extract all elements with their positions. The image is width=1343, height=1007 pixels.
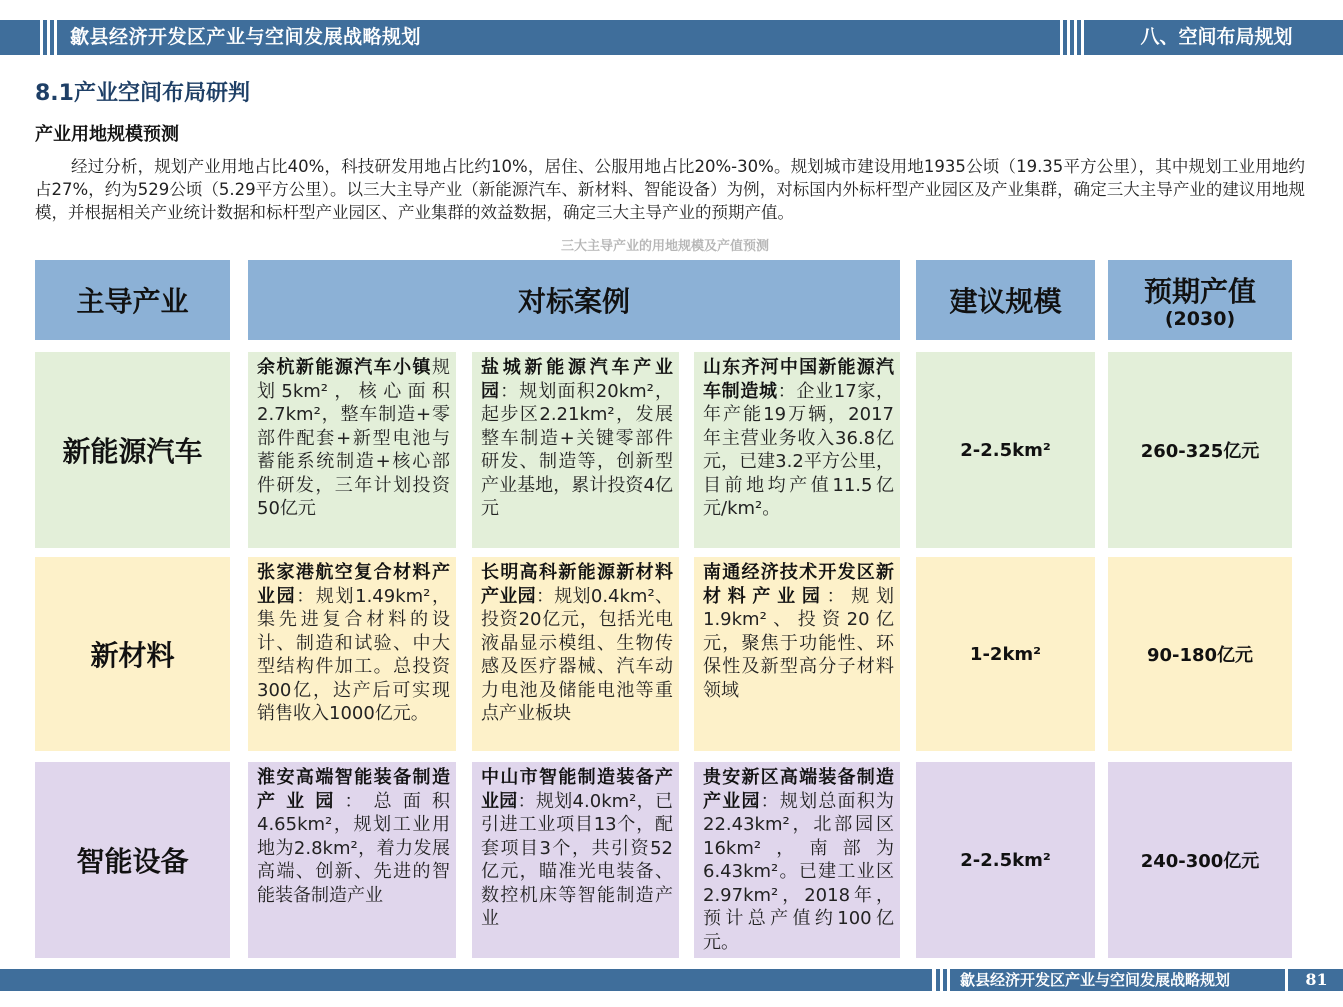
output-value: 260-325亿元 (1140, 441, 1260, 462)
industry-label: 新材料 (90, 639, 175, 672)
scale-cell (916, 557, 1095, 751)
case-cell (248, 352, 456, 548)
scale-cell (916, 352, 1095, 548)
case-cell (694, 352, 900, 548)
case-cell (694, 557, 900, 751)
header-label: 对标案例 (517, 285, 630, 318)
document-title: 歙县经济开发区产业与空间发展战略规划 (70, 26, 422, 48)
table-row-industry (35, 557, 230, 751)
header-label: 建议规模 (949, 285, 1062, 318)
header-cell-industry (35, 260, 230, 340)
industry-label: 新能源汽车 (62, 435, 203, 468)
subsection-title: 产业用地规模预测 (35, 124, 179, 145)
case-name: 盐城新能源汽车产业园 (481, 357, 673, 402)
footer-stripe (936, 969, 940, 991)
case-cell (472, 557, 679, 751)
case-text: ：企业17家，年产能19万辆，2017年主营业务收入36.8亿元，已建3.2平方公里，目前地均产值11.5亿元/km²。 (703, 380, 895, 519)
header-stripe (1077, 20, 1081, 55)
case-cell (248, 762, 456, 958)
case-name: 中山市智能制造装备产业园 (481, 767, 673, 812)
header-stripe (50, 20, 54, 55)
case-name: 南通经济技术开发区新材料产业园 (703, 562, 894, 607)
case-name: 贵安新区高端装备制造产业园 (703, 767, 894, 812)
section-title: 8.1产业空间布局研判 (35, 81, 250, 106)
case-name: 山东齐河中国新能源汽车制造城 (703, 357, 894, 402)
case-name: 长明高科新能源新材料产业园 (481, 562, 673, 607)
case-text: ：规划4.0km²，已引进工业项目13个，配套项目3个，共引资52亿元，瞄准光电装备、数控机床等智能制造产业 (481, 790, 673, 929)
scale-cell (916, 762, 1095, 958)
case-cell (472, 352, 679, 548)
output-cell (1108, 352, 1292, 548)
scale-value: 2-2.5km² (960, 849, 1051, 871)
page-number: 81 (1305, 970, 1328, 989)
case-cell (472, 762, 679, 958)
header-stripe (1070, 20, 1074, 55)
footer-stripe (943, 969, 947, 991)
chapter-title: 八、空间布局规划 (1140, 26, 1293, 48)
case-name: 余杭新能源汽车小镇 (257, 357, 432, 378)
case-text: ：总面积4.65km²，规划工业用地为2.8km²，着力发展高端、创新、先进的智能装备制造产业 (257, 790, 450, 906)
header-stripe (43, 20, 47, 55)
header-label: 主导产业 (76, 285, 189, 318)
table-row-industry (35, 762, 230, 958)
header-sublabel: (2030) (1164, 308, 1236, 330)
table-caption: 三大主导产业的用地规模及产值预测 (560, 239, 769, 254)
case-text: 规划5km²，核心面积2.7km²，整车制造+零部件配套+新型电池与蓄能系统制造+核心部件研发，三年计划投资50亿元 (257, 357, 450, 519)
case-cell (248, 557, 456, 751)
industry-label: 智能设备 (76, 845, 189, 878)
header-cell-scale (916, 260, 1095, 340)
case-name: 张家港航空复合材料产业园 (257, 562, 450, 607)
header-cell-output (1108, 260, 1292, 340)
body-paragraph: 经过分析，规划产业用地占比40%，科技研发用地占比约10%，居住、公服用地占比20%-30%。规划城市建设用地1935公顷（19.35平方公里），其中规划工业用地约占27%，约为529公顷（5.29平方公里）。以三大主导产业（新能源汽车、新材料、智能设备）为例，对标国内外标杆型产业园区及产业集群，确定三大主导产业的建议用地规模，并根据相关产业统计数据和标杆型产业园区、产业集群的效益数据，确定三大主导产业的预期产值。 (35, 157, 1305, 222)
header-stripe (1063, 20, 1067, 55)
footer-bar-main (0, 969, 932, 991)
scale-value: 1-2km² (969, 643, 1042, 665)
output-value: 90-180亿元 (1146, 645, 1254, 666)
header-bar-block-left (0, 20, 40, 55)
scale-value: 2-2.5km² (960, 439, 1051, 461)
output-cell (1108, 762, 1292, 958)
output-cell (1108, 557, 1292, 751)
case-text: ：规划0.4km²、投资20亿元，包括光电液晶显示模组、生物传感及医疗器械、汽车动力电池及储能电池等重点产业板块 (481, 585, 673, 724)
header-label: 预期产值 (1143, 275, 1256, 308)
header-cell-cases (248, 260, 900, 340)
table-row-industry (35, 352, 230, 548)
footer-title: 歙县经济开发区产业与空间发展战略规划 (960, 971, 1231, 989)
case-cell (694, 762, 900, 958)
case-text: ：规划面积20km²，起步区2.21km²，发展整车制造+关键零部件研发、制造等，创新型产业基地，累计投资4亿元 (481, 380, 674, 519)
case-name: 淮安高端智能装备制造产业园 (257, 767, 450, 812)
output-value: 240-300亿元 (1140, 851, 1260, 872)
case-text: ：规划总面积为22.43km²，北部园区16km²，南部为6.43km²。已建工业区2.97km²，2018年，预计总产值约100亿元。 (703, 790, 895, 953)
case-text: ：规划1.9km²、投资20亿元，聚焦于功能性、环保性及新型高分子材料领域 (703, 585, 895, 701)
case-text: ：规划1.49km²，集先进复合材料的设计、制造和试验、中大型结构件加工。总投资300亿，达产后可实现销售收入1000亿元。 (257, 585, 450, 724)
